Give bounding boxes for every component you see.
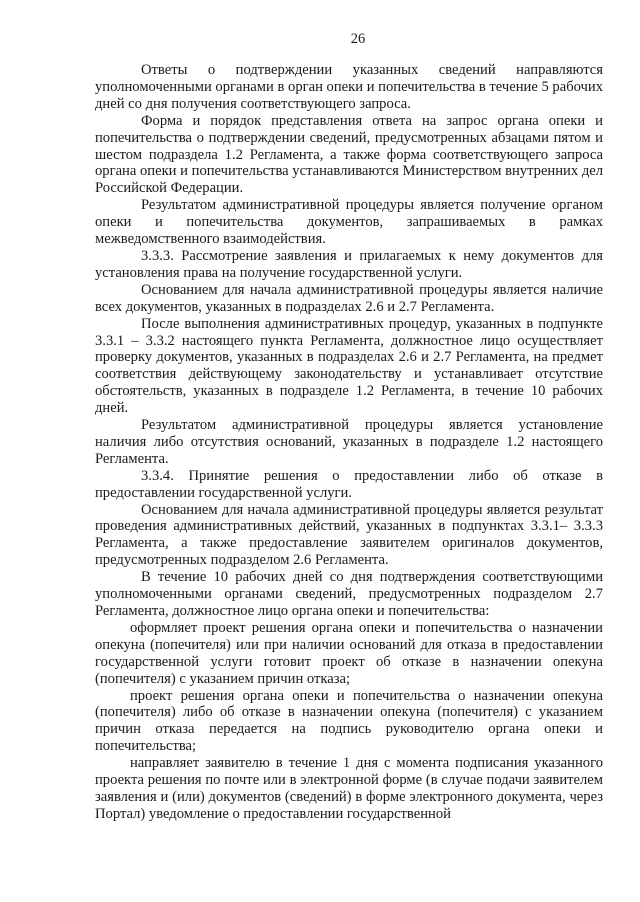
list-item-paragraph: направляет заявителю в течение 1 дня с момента подписания указанного проекта решения по почте или в электронной форме (в случае подачи заявителем заявления и (или) документов (сведений) в форме электронного документа, через Портал) уведомление о предоставлении государственной xyxy=(95,755,603,822)
paragraph: Основанием для начала административной процедуры является результат проведения административных действий, указанных в подпунктах 3.3.1– 3.3.3 Регламента, а также предоставление заявителем оригиналов документов, предусмотренных подразделом 2.6 Регламента. xyxy=(95,501,603,569)
paragraph: Ответы о подтверждении указанных сведений направляются уполномоченными органами в орган опеки и попечительства в течение 5 рабочих дней со дня получения соответствующего запроса. xyxy=(95,62,603,112)
page-number: 26 xyxy=(350,31,366,47)
paragraph: После выполнения административных процедур, указанных в подпункте 3.3.1 – 3.3.2 настоящего пункта Регламента, должностное лицо осуществляет проверку документов, указанных в подразделах 2.6 и 2.7 Регламента, на предмет соответствия действующему законодательству и устанавливает отсутствие обстоятельств, указанных в подразделе 1.2 Регламента, в течение 10 рабочих дней. xyxy=(95,315,603,417)
list-item-paragraph: проект решения органа опеки и попечительства о назначении опекуна (попечителя) либо об отказе в назначении опекуна (попечителя) с указанием причин отказа передается на подпись руководителю органа опеки и попечительства; xyxy=(95,687,603,755)
paragraph: Результатом административной процедуры является установление наличия либо отсутствия оснований, указанных в подразделе 1.2 настоящего Регламента. xyxy=(95,417,603,467)
list-item-paragraph: оформляет проект решения органа опеки и попечительства о назначении опекуна (попечителя) или при наличии оснований для отказа в предоставлении государственной услуги готовит проект об отказе в назначении опекуна (попечителя) с указанием причин отказа; xyxy=(95,619,603,687)
paragraph: Результатом административной процедуры является получение органом опеки и попечительства документов, запрашиваемых в рамках межведомственного взаимодействия. xyxy=(95,197,603,248)
paragraph: 3.3.4. Принятие решения о предоставлении либо об отказе в предоставлении государственной услуги. xyxy=(95,467,603,501)
paragraph: Форма и порядок представления ответа на запрос органа опеки и попечительства о подтверждении сведений, предусмотренных абзацами пятом и шестом подраздела 1.2 Регламента, а также форма соответствующего запроса органа опеки и попечительства устанавливаются Министерством внутренних дел Российской Федерации. xyxy=(95,112,603,197)
document-body xyxy=(95,62,603,823)
paragraph: В течение 10 рабочих дней со дня подтверждения соответствующими уполномоченными органами сведений, предусмотренных подразделом 2.7 Регламента, должностное лицо органа опеки и попечительства: xyxy=(95,569,603,619)
paragraph: Основанием для начала административной процедуры является наличие всех документов, указанных в подразделах 2.6 и 2.7 Регламента. xyxy=(95,281,603,315)
paragraph: 3.3.3. Рассмотрение заявления и прилагаемых к нему документов для установления права на получение государственной услуги. xyxy=(95,247,603,281)
